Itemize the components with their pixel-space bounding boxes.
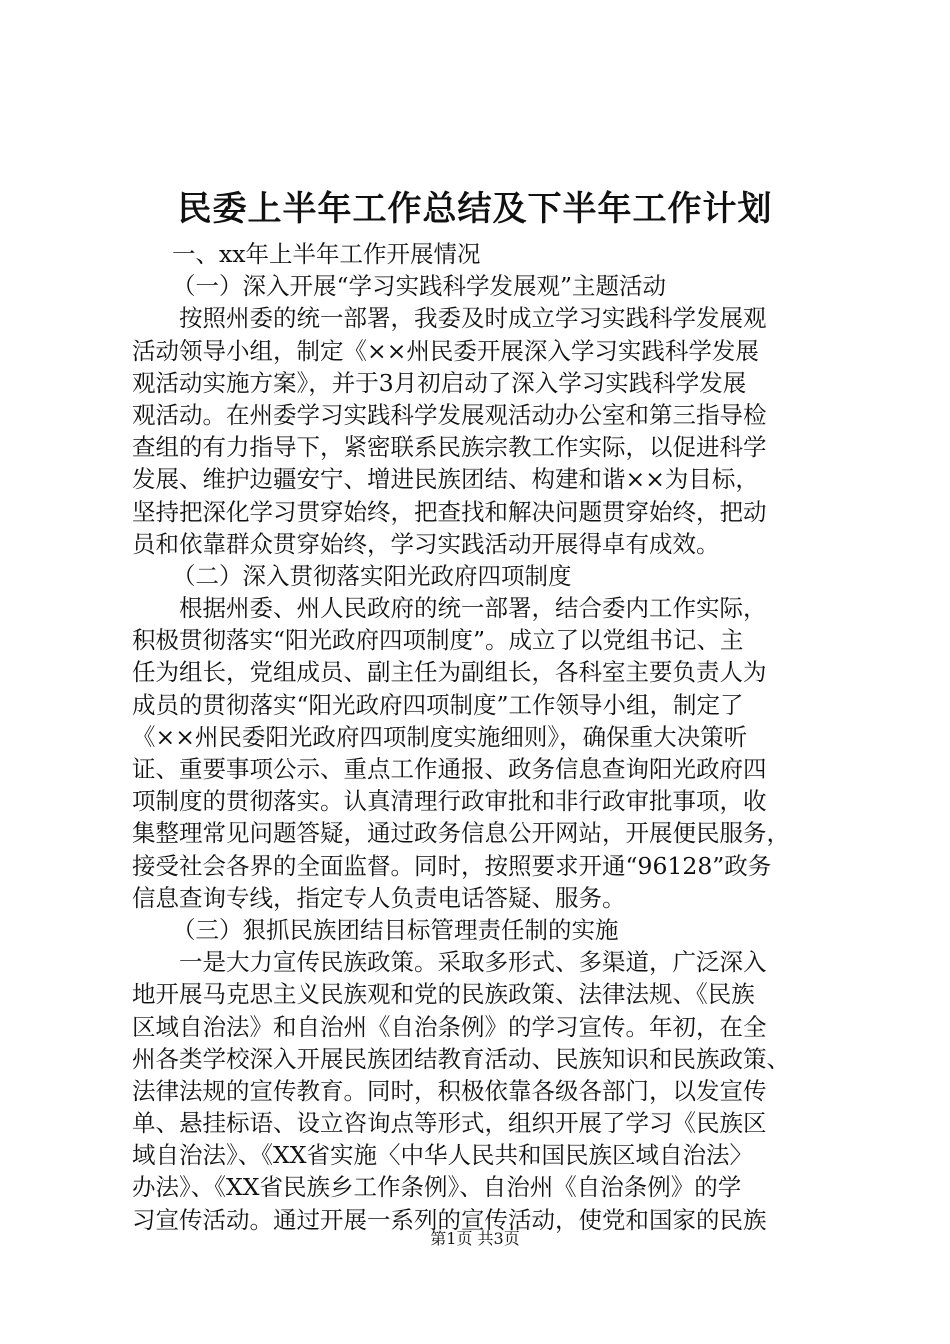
document-title: 民委上半年工作总结及下半年工作计划 xyxy=(177,189,773,229)
body-line: 《××州民委阳光政府四项制度实施细则》，确保重大决策听 xyxy=(132,722,748,751)
body-line: 一、xx年上半年工作开展情况 xyxy=(172,240,481,268)
body-line: 观活动。在州委学习实践科学发展观活动办公室和第三指导检 xyxy=(132,400,767,429)
body-line: （一）深入开展“学习实践科学发展观”主题活动 xyxy=(172,272,667,301)
body-line: 习宣传活动。通过开展一系列的宣传活动，使党和国家的民族 xyxy=(132,1205,767,1234)
body-line: 员和依靠群众贯穿始终，学习实践活动开展得卓有成效。 xyxy=(132,529,720,558)
body-line: 办法》、《XX省民族乡工作条例》、自治州《自治条例》的学 xyxy=(132,1173,742,1202)
body-line: 集整理常见问题答疑，通过政务信息公开网站，开展便民服务， xyxy=(132,819,790,848)
body-line: 区域自治法》和自治州《自治条例》的学习宣传。年初，在全 xyxy=(132,1012,767,1041)
body-line: 发展、维护边疆安宁、增进民族团结、构建和谐××为目标， xyxy=(132,465,759,494)
body-line: 法律法规的宣传教育。同时，积极依靠各级各部门，以发宣传 xyxy=(132,1076,767,1105)
body-line: 接受社会各界的全面监督。同时，按照要求开通“96128”政务 xyxy=(132,851,772,880)
body-line: 积极贯彻落实“阳光政府四项制度”。成立了以党组书记、主 xyxy=(132,626,744,655)
body-line: 州各类学校深入开展民族团结教育活动、民族知识和民族政策、 xyxy=(132,1044,790,1073)
body-line: 域自治法》、《XX省实施〈中华人民共和国民族区域自治法〉 xyxy=(132,1141,753,1170)
body-line: 查组的有力指导下，紧密联系民族宗教工作实际，以促进科学 xyxy=(132,433,767,462)
body-line: 坚持把深化学习贯穿始终，把查找和解决问题贯穿始终，把动 xyxy=(132,497,767,526)
body-line: 观活动实施方案》，并于3月初启动了深入学习实践科学发展 xyxy=(132,368,747,397)
body-line: 一是大力宣传民族政策。采取多形式、多渠道，广泛深入 xyxy=(179,948,767,977)
body-line: 成员的贯彻落实“阳光政府四项制度”工作领导小组，制定了 xyxy=(132,690,744,719)
document-body xyxy=(132,238,832,1236)
body-line: 任为组长，党组成员、副主任为副组长，各科室主要负责人为 xyxy=(132,658,767,687)
body-line: 按照州委的统一部署，我委及时成立学习实践科学发展观 xyxy=(179,304,767,333)
body-line: 证、重要事项公示、重点工作通报、政务信息查询阳光政府四 xyxy=(132,755,767,783)
body-line: （三）狠抓民族团结目标管理责任制的实施 xyxy=(172,915,619,944)
body-line: （二）深入贯彻落实阳光政府四项制度 xyxy=(172,561,572,590)
page-footer: 第1页 共3页 xyxy=(430,1229,520,1248)
body-line: 根据州委、州人民政府的统一部署，结合委内工作实际， xyxy=(179,594,767,623)
body-line: 项制度的贯彻落实。认真清理行政审批和非行政审批事项，收 xyxy=(132,787,767,816)
body-line: 单、悬挂标语、设立咨询点等形式，组织开展了学习《民族区 xyxy=(132,1109,767,1138)
body-line: 地开展马克思主义民族观和党的民族政策、法律法规、《民族 xyxy=(132,980,755,1009)
body-line: 信息查询专线，指定专人负责电话答疑、服务。 xyxy=(132,883,626,912)
body-line: 活动领导小组，制定《××州民委开展深入学习实践科学发展 xyxy=(132,336,759,365)
